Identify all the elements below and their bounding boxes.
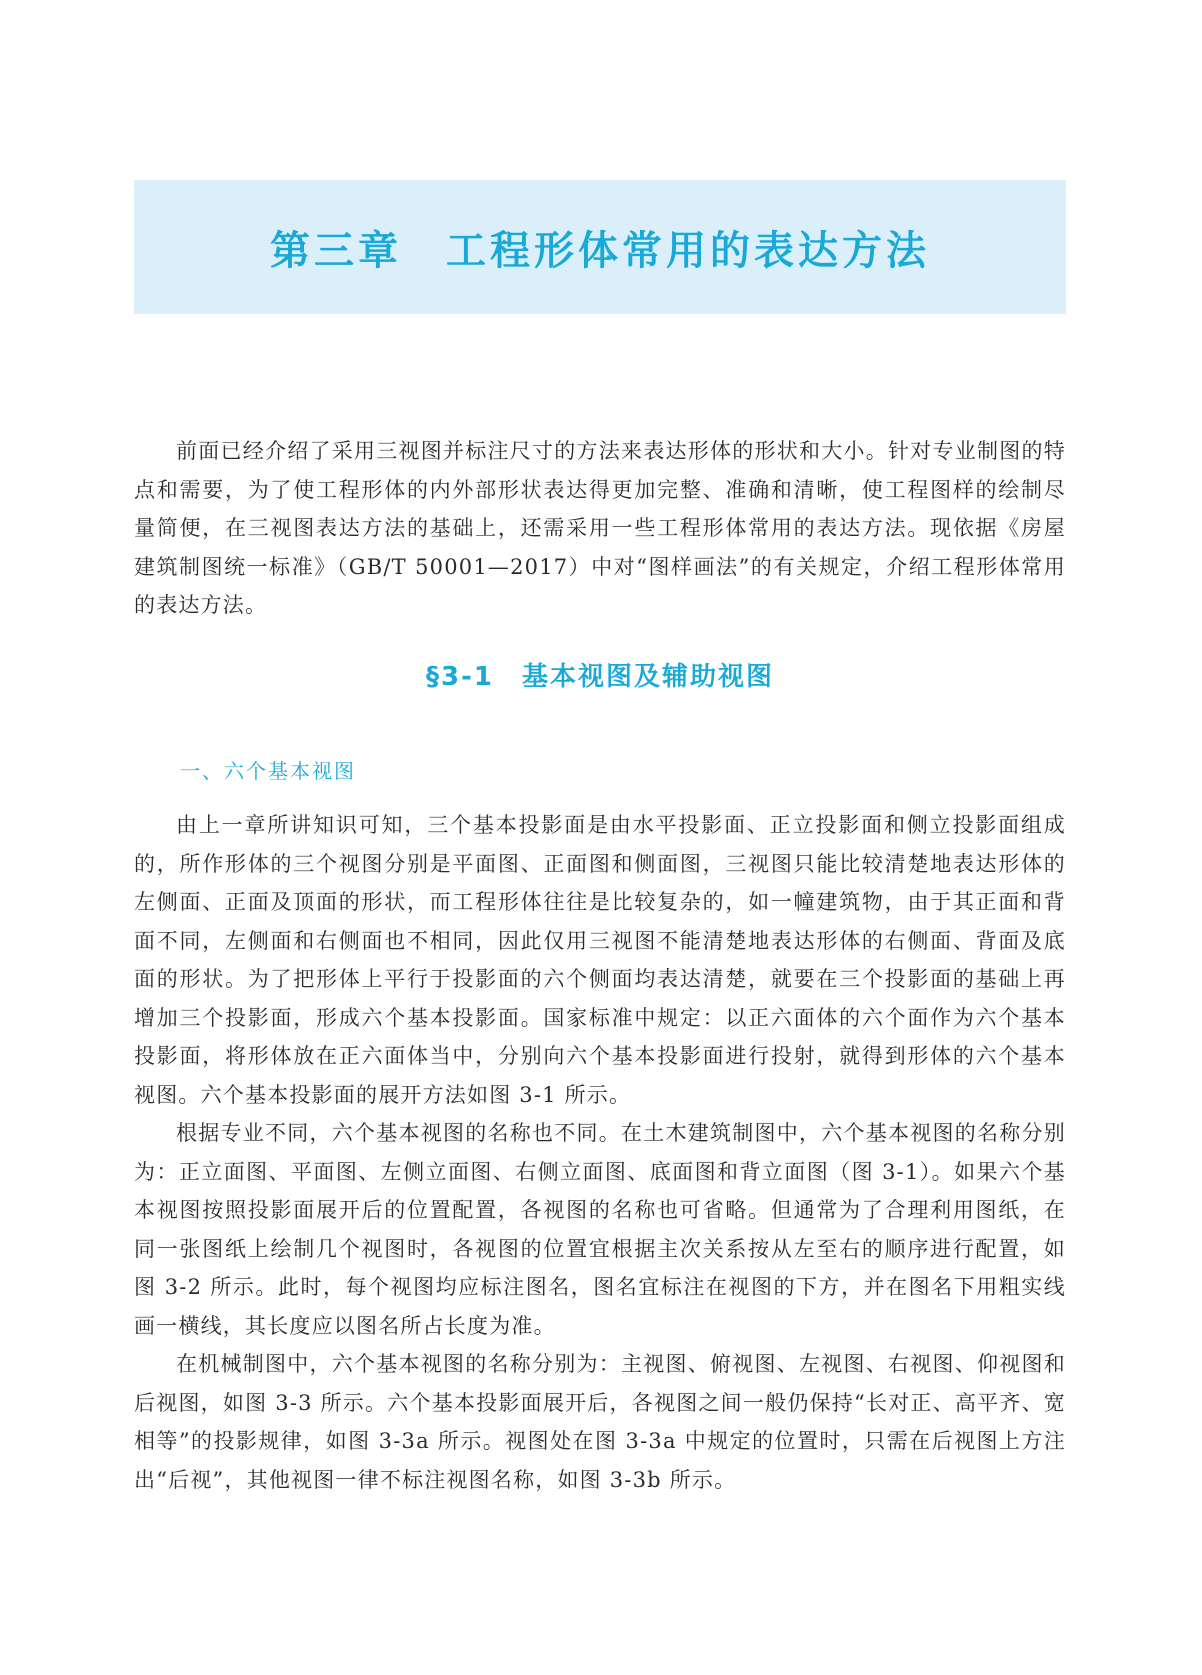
subsection-title: 一、六个基本视图 — [180, 759, 356, 783]
chapter-banner — [134, 180, 1066, 314]
body-paragraph-3: 在机械制图中，六个基本视图的名称分别为：主视图、俯视图、左视图、右视图、仰视图和后视图，如图 3-3 所示。六个基本投影面展开后，各视图之间一般仍保持“长对正、高平齐、宽相等”的投影规律，如图 3-3a 所示。视图处在图 3-3a 中规定的位置时，只需在后视图上方注出“后视”，其他视图一律不标注视图名称，如图 3-3b 所示。 — [134, 1352, 1066, 1492]
main-text-block — [134, 806, 1066, 1499]
chapter-title: 第三章 工程形体常用的表达方法 — [270, 226, 930, 274]
section-title: §3-1 基本视图及辅助视图 — [426, 662, 774, 692]
body-paragraph-2: 根据专业不同，六个基本视图的名称也不同。在土木建筑制图中，六个基本视图的名称分别为：正立面图、平面图、左侧立面图、右侧立面图、底面图和背立面图（图 3-1）。如果六个基本视图按照投影面展开后的位置配置，各视图的名称也可省略。但通常为了合理利用图纸，在同一张图纸上绘制几个视图时，各视图的位置宜根据主次关系按从左至右的顺序进行配置，如图 3-2 所示。此时，每个视图均应标注图名，图名宜标注在视图的下方，并在图名下用粗实线画一横线，其长度应以图名所占长度为准。 — [134, 1121, 1066, 1338]
body-paragraph-1: 由上一章所讲知识可知，三个基本投影面是由水平投影面、正立投影面和侧立投影面组成的，所作形体的三个视图分别是平面图、正面图和侧面图，三视图只能比较清楚地表达形体的左侧面、正面及顶面的形状，而工程形体往往是比较复杂的，如一幢建筑物，由于其正面和背面不同，左侧面和右侧面也不相同，因此仅用三视图不能清楚地表达形体的右侧面、背面及底面的形状。为了把形体上平行于投影面的六个侧面均表达清楚，就要在三个投影面的基础上再增加三个投影面，形成六个基本投影面。国家标准中规定：以正六面体的六个面作为六个基本投影面，将形体放在正六面体当中，分别向六个基本投影面进行投射，就得到形体的六个基本视图。六个基本投影面的展开方法如图 3-1 所示。 — [134, 813, 1066, 1107]
intro-block — [134, 432, 1066, 625]
intro-paragraph: 前面已经介绍了采用三视图并标注尺寸的方法来表达形体的形状和大小。针对专业制图的特点和需要，为了使工程形体的内外部形状表达得更加完整、准确和清晰，使工程图样的绘制尽量简便，在三视图表达方法的基础上，还需采用一些工程形体常用的表达方法。现依据《房屋建筑制图统一标准》（GB/T 50001—2017）中对“图样画法”的有关规定，介绍工程形体常用的表达方法。 — [134, 439, 1066, 617]
